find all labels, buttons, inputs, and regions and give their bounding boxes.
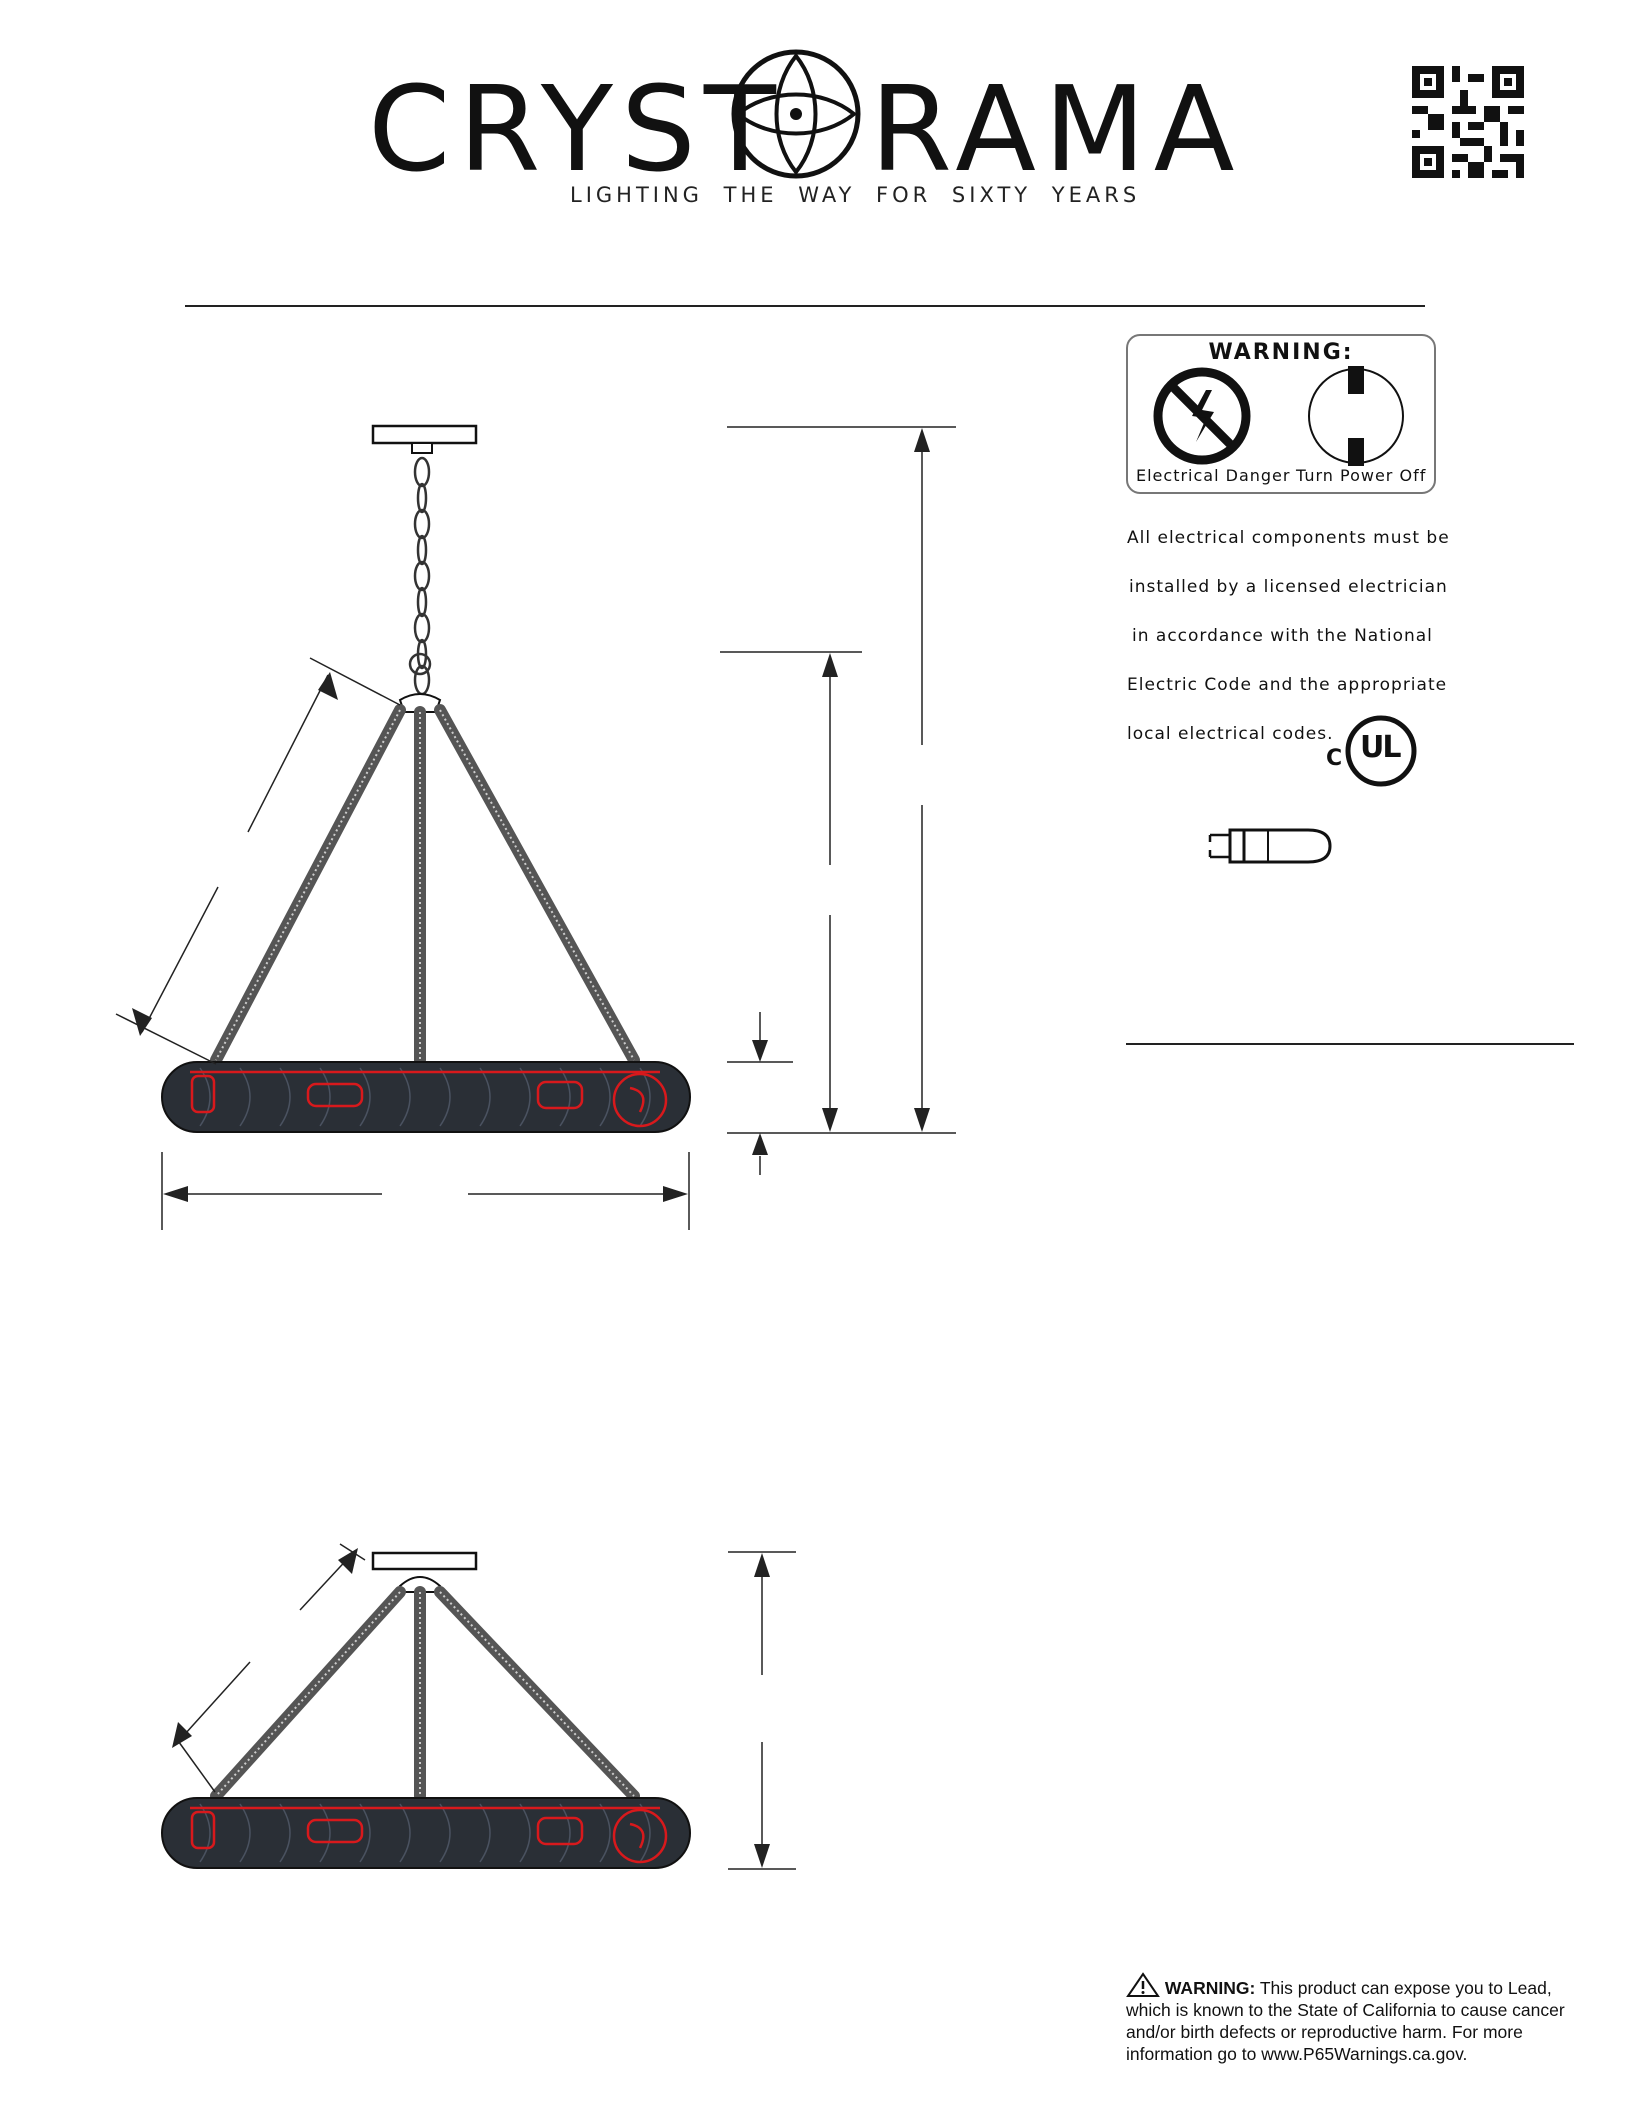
brand-emblem-icon — [730, 48, 862, 180]
notice-line: local electrical codes. — [1127, 724, 1334, 744]
notice-line: All electrical components must be — [1127, 528, 1450, 548]
power-off-caption: Turn Power Off — [1296, 466, 1427, 485]
brand-tagline: LIGHTING THE WAY FOR SIXTY YEARS — [570, 183, 1141, 207]
brand-name-right: RAMA — [870, 60, 1243, 198]
ul-c-prefix: C — [1326, 746, 1343, 771]
fixture-drawing-flush — [100, 1530, 860, 1860]
prop65-line-1 — [1126, 1972, 1596, 1999]
ul-certification-mark — [1326, 712, 1416, 788]
prop65-text: This product can expose you to Lead, — [1259, 1978, 1552, 1998]
warning-title: WARNING: — [1208, 340, 1354, 365]
notice-line: Electric Code and the appropriate — [1127, 675, 1448, 695]
brand-logo — [368, 48, 1248, 218]
qr-code-icon — [1412, 66, 1524, 178]
power-off-icon — [1306, 364, 1406, 468]
notice-line: installed by a licensed electrician — [1129, 577, 1448, 597]
warning-triangle-icon — [1126, 1972, 1160, 1998]
prop65-label: WARNING: — [1164, 1978, 1256, 1998]
warning-panel — [1126, 334, 1436, 494]
notice-divider — [1126, 1043, 1574, 1045]
ul-mark-text: UL — [1360, 730, 1400, 765]
electrical-danger-caption: Electrical Danger — [1136, 466, 1291, 485]
electrical-danger-icon — [1152, 366, 1252, 466]
bi-pin-bulb-icon — [1208, 822, 1338, 872]
fixture-drawing-chain — [100, 400, 940, 1320]
brand-name-left: CRYST — [368, 60, 784, 198]
prop65-warning — [1126, 1972, 1596, 2065]
prop65-text: and/or birth defects or reproductive harm. For more — [1126, 2022, 1523, 2042]
prop65-text: which is known to the State of California to cause cancer — [1126, 2000, 1565, 2020]
header-divider — [185, 305, 1425, 307]
notice-line: in accordance with the National — [1132, 626, 1433, 646]
prop65-link-text: information go to www.P65Warnings.ca.gov. — [1126, 2044, 1468, 2064]
